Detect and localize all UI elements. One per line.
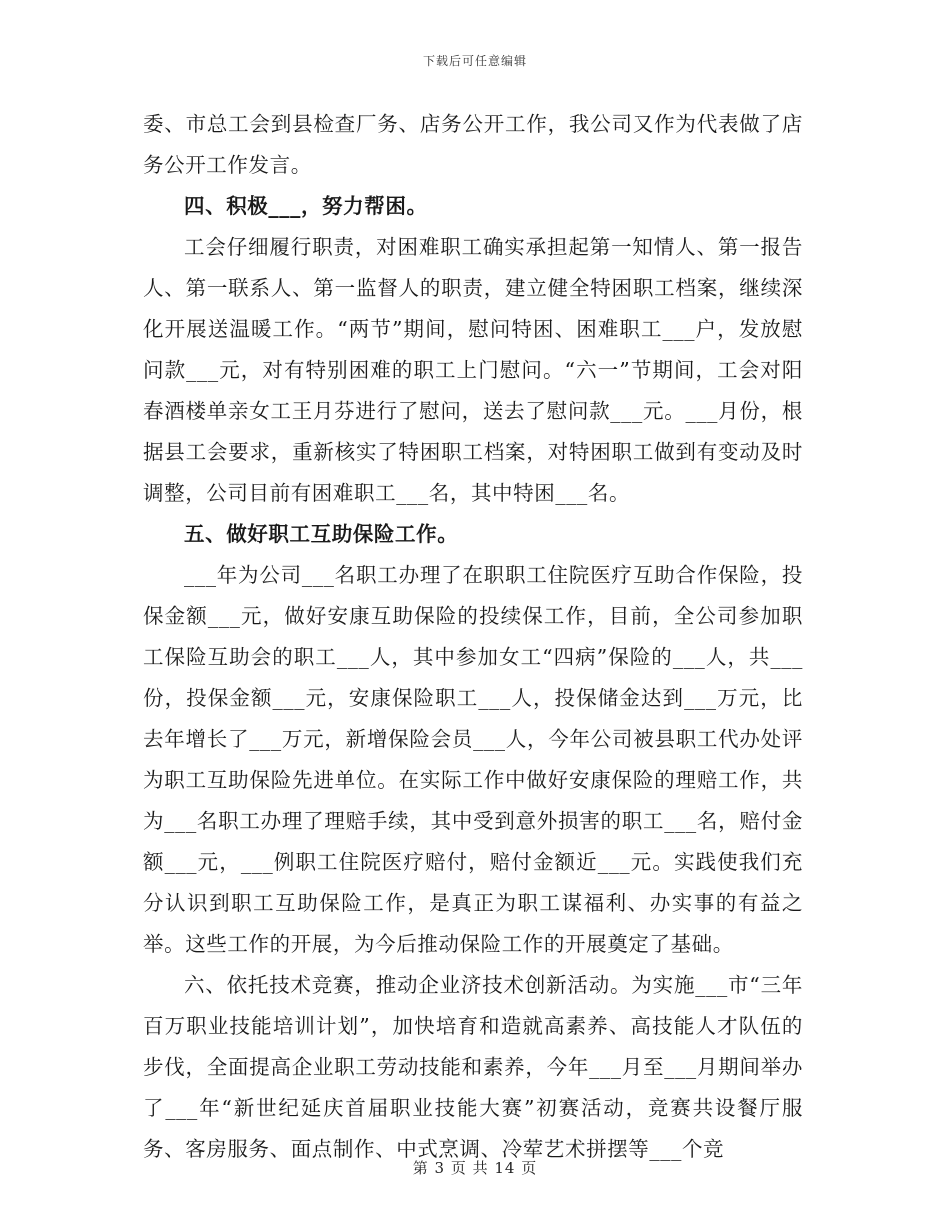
paragraph-continued: 委、市总工会到县检查厂务、店务公开工作，我公司又作为代表做了店务公开工作发言。 [143,112,803,177]
page-footer: 第 3 页 共 14 页 [412,1159,538,1177]
paragraph-hardship-relief: 工会仔细履行职责，对困难职工确实承担起第一知情人、第一报告人、第一联系人、第一监督人的职责，建立健全特困职工档案，继续深化开展送温暖工作。“两节”期间，慰问特困、困难职工___户，发放慰问款___元，对有特别困难的职工上门慰问。“六一”节期间，工会对阳春酒楼单亲女工王月芬进行了慰问，送去了慰问款___元。___月份，根据县工会要求，重新核实了特困职工档案，对特困职工做到有变动及时调整，公司目前有困难职工___名，其中特困___名。 [143,235,803,505]
page-header: 下载后可任意编辑 [422,54,527,68]
section-heading-5: 五、做好职工互助保险工作。 [184,522,459,546]
paragraph-skills-competition: 六、依托技术竞赛，推动企业济技术创新活动。为实施___市“三年百万职业技能培训计划”，加快培育和造就高素养、高技能人才队伍的步伐，全面提高企业职工劳动技能和素养，今年___月至___月期间举办了___年“新世纪延庆首届职业技能大赛”初赛活动，竞赛共设餐厅服务、客房服务、面点制作、中式烹调、冷荤艺术拼摆等___个竞 [143,973,803,1161]
document-body [143,104,803,1170]
section-heading-4: 四、积极___，努力帮困。 [184,194,428,218]
paragraph-mutual-insurance: ___年为公司___名职工办理了在职职工住院医疗互助合作保险，投保金额___元，做好安康互助保险的投续保工作，目前，全公司参加职工保险互助会的职工___人，其中参加女工“四病”保险的___人，共___份，投保金额___元，安康保险职工___人，投保储金达到___万元，比去年增长了___万元，新增保险会员___人，今年公司被县职工代办处评为职工互助保险先进单位。在实际工作中做好安康保险的理赔工作，共为___名职工办理了理赔手续，其中受到意外损害的职工___名，赔付金额___元，___例职工住院医疗赔付，赔付金额近___元。实践使我们充分认识到职工互助保险工作，是真正为职工谋福利、办实事的有益之举。这些工作的开展，为今后推动保险工作的开展奠定了基础。 [143,563,803,956]
